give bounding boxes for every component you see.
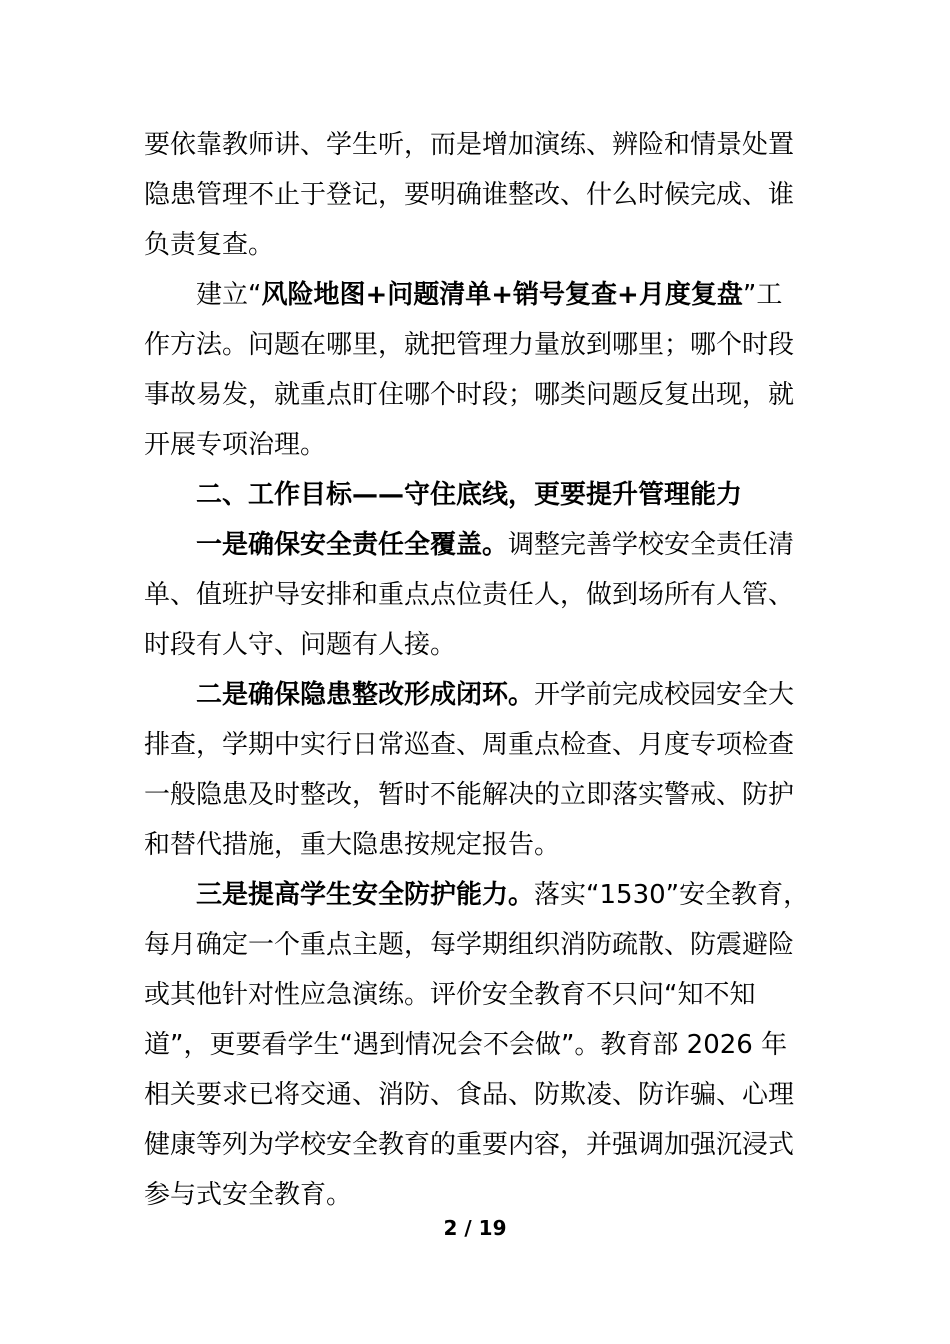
page-number: 2 / 19: [443, 1216, 507, 1240]
paragraph-line: 每月确定一个重点主题，每学期组织消防疏散、防震避险: [144, 930, 795, 960]
paragraph-first-line: [144, 870, 824, 920]
paragraph-line: 或其他针对性应急演练。评价安全教育不只问“知不知: [144, 980, 756, 1010]
bold-phrase: 风险地图+问题清单+销号复查+月度复盘: [261, 280, 743, 310]
section-heading: 二、工作目标——守住底线，更要提升管理能力: [196, 480, 743, 510]
paragraph-line: 道”，更要看学生“遇到情况会不会做”。教育部 2026 年: [144, 1030, 788, 1060]
paragraph-line: 相关要求已将交通、消防、食品、防欺凌、防诈骗、心理: [144, 1080, 795, 1110]
text-run: 落实“1530”安全教育，: [534, 880, 810, 910]
paragraph-line: 事故易发，就重点盯住哪个时段；哪类问题反复出现，就: [144, 380, 795, 410]
paragraph-first-line: [144, 520, 824, 570]
document-body: [144, 120, 824, 1220]
text-run: 建立“: [196, 280, 262, 310]
text-run: ”工: [742, 280, 783, 310]
paragraph-first-line: [144, 270, 824, 320]
bold-lead: 一是确保安全责任全覆盖。: [196, 530, 509, 560]
text-run: 开学前完成校园安全大: [534, 680, 795, 710]
bold-lead: 三是提高学生安全防护能力。: [196, 880, 535, 910]
paragraph-line: 参与式安全教育。: [144, 1180, 353, 1210]
paragraph-line: 要依靠教师讲、学生听，而是增加演练、辨险和情景处置: [144, 130, 795, 160]
paragraph-line: 一般隐患及时整改，暂时不能解决的立即落实警戒、防护: [144, 780, 795, 810]
paragraph-line: 排查，学期中实行日常巡查、周重点检查、月度专项检查: [144, 730, 795, 760]
text-run: 调整完善学校安全责任清: [508, 530, 795, 560]
paragraph-line: 健康等列为学校安全教育的重要内容，并强调加强沉浸式: [144, 1130, 795, 1160]
paragraph-line: 隐患管理不止于登记，要明确谁整改、什么时候完成、谁: [144, 180, 795, 210]
paragraph-line: 开展专项治理。: [144, 430, 327, 460]
bold-lead: 二是确保隐患整改形成闭环。: [196, 680, 535, 710]
paragraph-first-line: [144, 670, 824, 720]
paragraph-line: 作方法。问题在哪里，就把管理力量放到哪里；哪个时段: [144, 330, 795, 360]
paragraph-line: 和替代措施，重大隐患按规定报告。: [144, 830, 561, 860]
paragraph-line: 单、值班护导安排和重点点位责任人，做到场所有人管、: [144, 580, 795, 610]
paragraph-line: 负责复查。: [144, 230, 275, 260]
paragraph-line: 时段有人守、问题有人接。: [144, 630, 457, 660]
